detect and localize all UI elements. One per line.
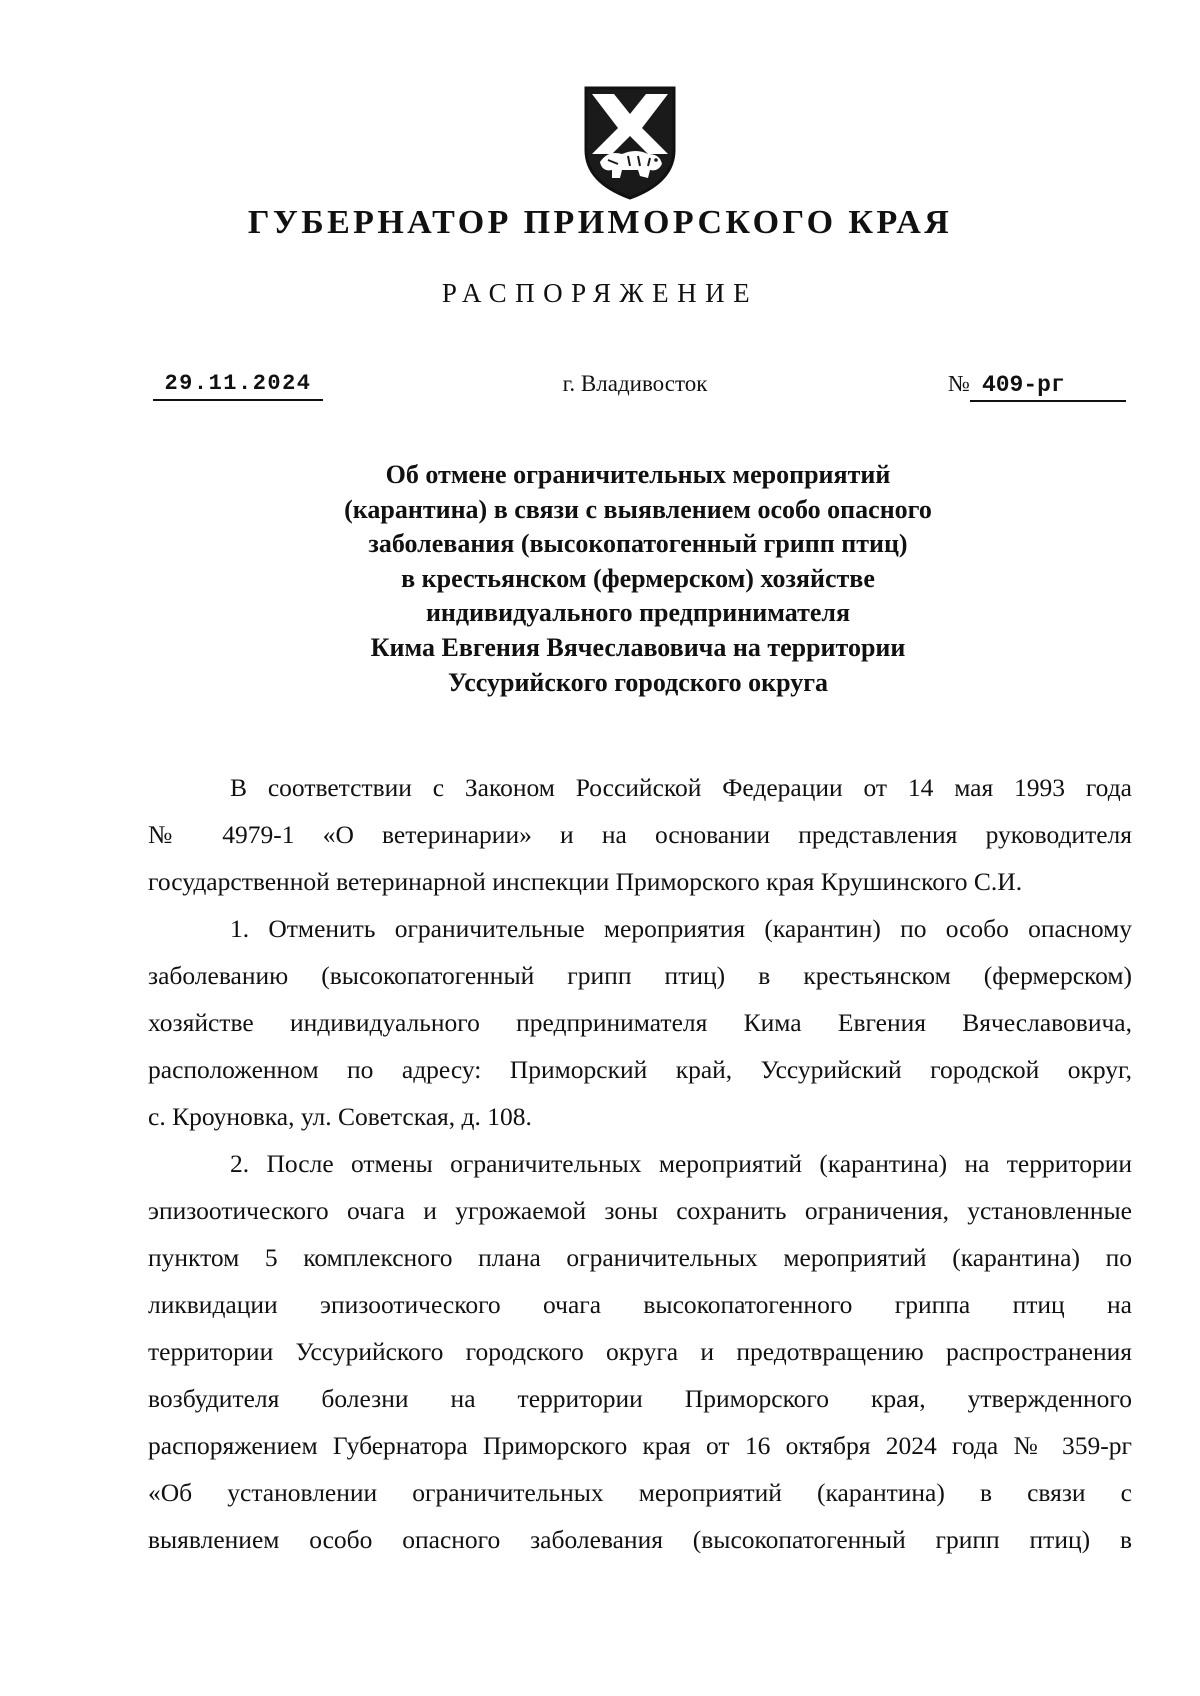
document-subject: [0, 458, 1200, 700]
subject-line: Уссурийского городского округа: [447, 667, 829, 697]
body-line: расположенном по адресу: Приморский край, Уссурийский городской округ,: [148, 1055, 1132, 1084]
body-line: 1. Отменить ограничительные мероприятия (карантин) по особо опасному: [230, 914, 1132, 943]
subject-line: Кима Евгения Вячеславовича на территории: [370, 632, 906, 662]
document-type: РАСПОРЯЖЕНИЕ: [441, 278, 759, 308]
number-value: 409-рг: [970, 370, 1126, 402]
body-line: В соответствии с Законом Российской Федерации от 14 мая 1993 года: [230, 773, 1132, 802]
subject-line: индивидуального предпринимателя: [425, 598, 851, 628]
body-line: государственной ветеринарной инспекции Приморского края Крушинского С.И.: [148, 867, 1023, 896]
body-line: хозяйстве индивидуального предпринимателя Кима Евгения Вячеславовича,: [148, 1008, 1132, 1037]
body-line: «Об установлении ограничительных мероприятий (карантина) в связи с: [148, 1478, 1132, 1507]
subject-line: Об отмене ограничительных мероприятий: [385, 460, 891, 489]
body-line: эпизоотического очага и угрожаемой зоны сохранить ограничения, установленные: [148, 1196, 1132, 1225]
body-line: ликвидации эпизоотического очага высокопатогенного гриппа птиц на: [148, 1290, 1132, 1319]
body-line: 2. После отмены ограничительных мероприятий (карантина) на территории: [230, 1149, 1132, 1178]
subject-line: (карантина) в связи с выявлением особо опасного: [344, 494, 932, 524]
coat-of-arms-emblem: [578, 84, 682, 200]
body-line: пунктом 5 комплексного плана ограничительных мероприятий (карантина) по: [148, 1243, 1132, 1272]
subject-line: заболевания (высокопатогенный грипп птиц): [368, 529, 908, 559]
body-line: возбудителя болезни на территории Приморского края, утвержденного: [148, 1384, 1132, 1413]
document-date: 29.11.2024: [153, 369, 323, 401]
issuer-title: ГУБЕРНАТОР ПРИМОРСКОГО КРАЯ: [247, 204, 953, 241]
body-line: заболеванию (высокопатогенный грипп птиц) в крестьянском (фермерском): [148, 961, 1132, 990]
document-city: г. Владивосток: [562, 371, 708, 396]
subject-line: в крестьянском (фермерском) хозяйстве: [401, 563, 875, 593]
number-sign: №: [948, 371, 970, 396]
body-line: с. Кроуновка, ул. Советская, д. 108.: [148, 1102, 532, 1131]
body-line: территории Уссурийского городского округа и предотвращению распространения: [148, 1337, 1132, 1366]
body-line: выявлением особо опасного заболевания (высокопатогенный грипп птиц) в: [148, 1525, 1132, 1554]
body-line: № 4979-1 «О ветеринарии» и на основании представления руководителя: [148, 820, 1132, 849]
document-body: [148, 764, 1132, 1563]
document-number: [948, 369, 1134, 402]
body-line: распоряжением Губернатора Приморского края от 16 октября 2024 года № 359-рг: [148, 1431, 1132, 1460]
